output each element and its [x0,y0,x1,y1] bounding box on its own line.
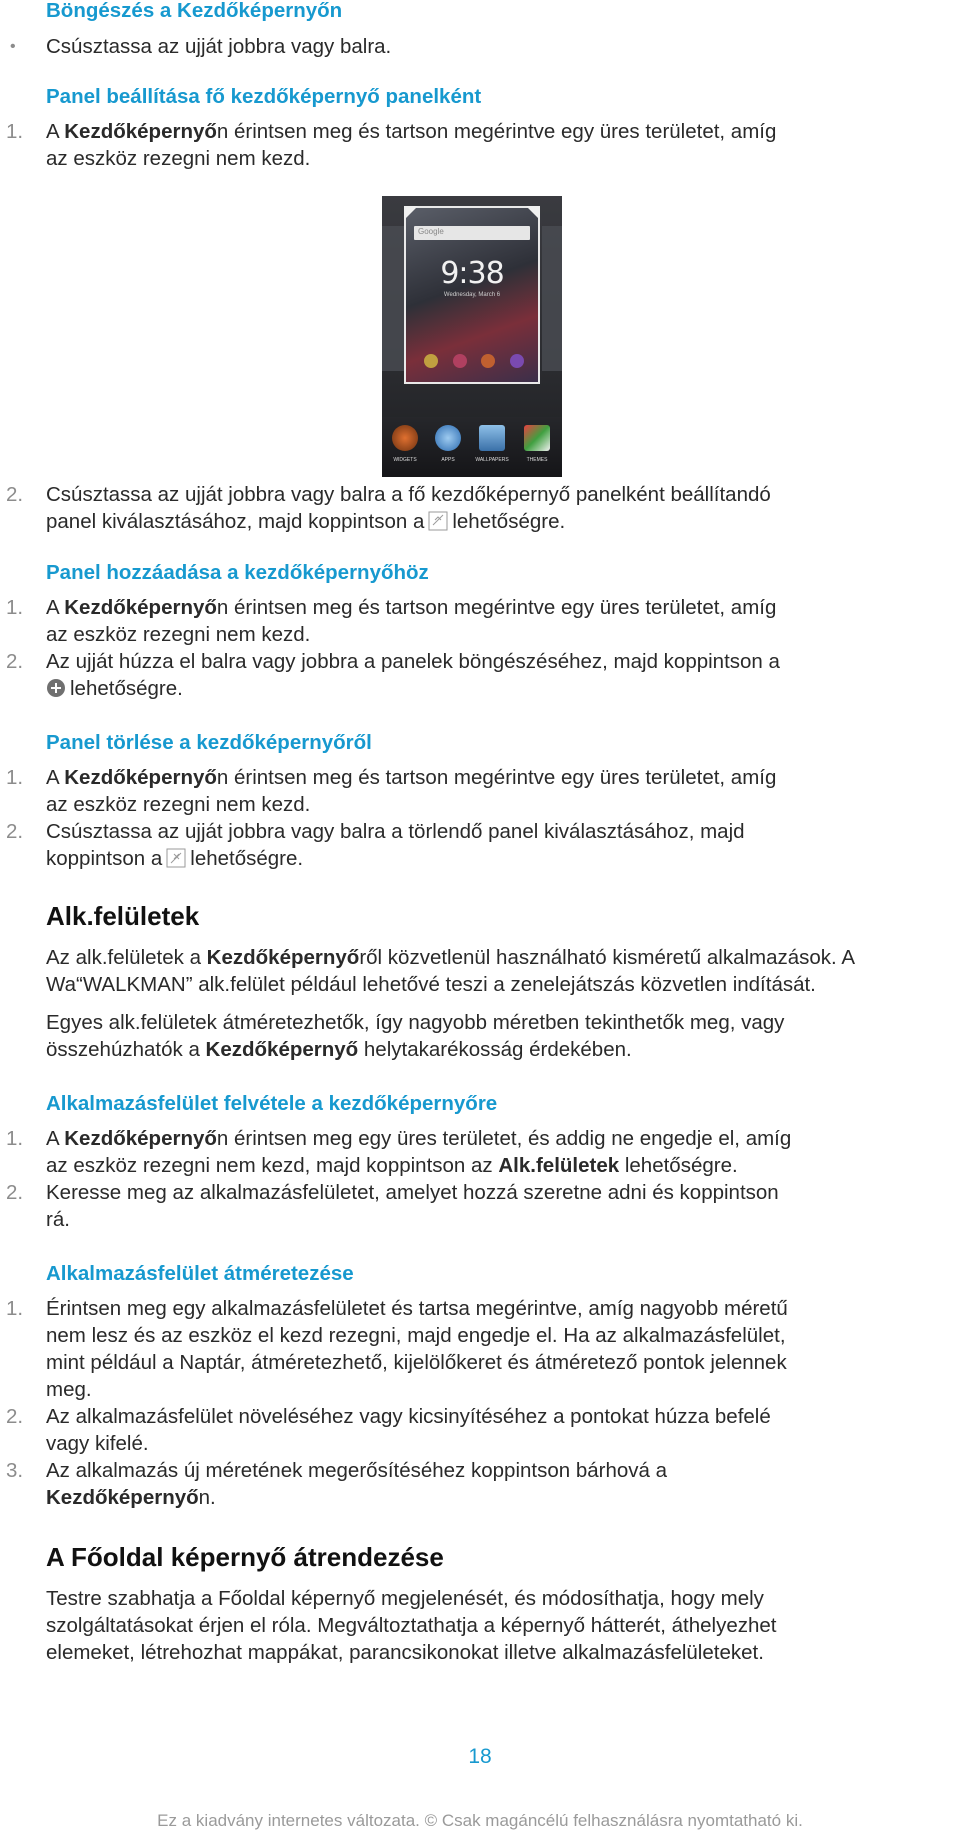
text: lehetőségre. [70,677,183,700]
text: n. [198,1486,216,1509]
wallpapers-icon [479,425,505,451]
apps-icon [435,425,461,451]
text: szolgáltatásokat érjen el róla. Megváltoztathatja a képernyő hátterét, áthelyezhet [46,1614,777,1637]
section-heading-add-widget: Alkalmazásfelület felvétele a kezdőképernyőre [46,1092,498,1115]
text: A [46,596,65,619]
themes-icon [524,425,550,451]
section-heading-add-panel: Panel hozzáadása a kezdőképernyőhöz [46,561,429,584]
app-icon [453,354,467,368]
step-number: 2. [6,1405,24,1428]
text: az eszköz rezegni nem kezd, majd koppintson az [46,1154,499,1177]
section-heading-browse: Böngészés a Kezdőképernyőn [46,0,343,22]
paragraph [46,944,946,998]
text: n érintsen meg és tartson megérintve egy üres területet, amíg [216,596,777,619]
step-number: 1. [6,120,24,143]
text: A [46,120,65,143]
bold-term: Kezdőképernyő [64,120,217,143]
left-panel-preview [382,226,404,371]
add-icon [46,678,66,698]
text: Wa“WALKMAN” alk.felület például lehetővé teszi a zenelejátszás közvetlen indítását. [46,973,816,996]
list-item-text: Csúsztassa az ujját jobbra vagy balra. [46,35,392,58]
text: összehúzhatók a [46,1038,206,1061]
text: lehetőségre. [619,1154,738,1177]
text: Az ujját húzza el balra vagy jobbra a panelek böngészéséhez, majd koppintson a [46,650,780,673]
clock-widget: 9:38 [440,256,504,291]
text: panel kiválasztásához, majd koppintson a [46,510,425,533]
text: A [46,1127,65,1150]
step-number: 1. [6,1127,24,1150]
bold-term: Kezdőképernyő [64,1127,217,1150]
step-number: 2. [6,820,24,843]
date-text: Wednesday, March 6 [443,292,501,298]
panel-preview [404,206,540,384]
homescreen-screenshot [382,196,562,477]
step-number: 3. [6,1459,24,1482]
text: Az alkalmazásfelület növeléséhez vagy kicsinyítéséhez a pontokat húzza befelé [46,1405,771,1428]
dock-label: WALLPAPERS [475,457,509,463]
section-heading-resize-widget: Alkalmazásfelület átméretezése [46,1262,354,1285]
set-home-icon [428,511,448,531]
app-icon [424,354,438,368]
dock-label: THEMES [526,457,548,463]
step-number: 1. [6,766,24,789]
dock-label: WIDGETS [393,457,417,463]
bullet: • [10,38,16,55]
app-icon [510,354,524,368]
bold-term: Alk.felületek [498,1154,620,1177]
text: Keresse meg az alkalmazásfelületet, amelyet hozzá szeretne adni és koppintson [46,1181,779,1204]
paragraph [46,1009,946,1063]
text: Csúsztassa az ujját jobbra vagy balra a fő kezdőképernyő panelként beállítandó [46,483,771,506]
text: Érintsen meg egy alkalmazásfelületet és tartsa megérintve, amíg nagyobb méretű [46,1297,788,1320]
paragraph [46,1585,946,1666]
text: Testre szabhatja a Főoldal képernyő megjelenését, és módosíthatja, hogy mely [46,1587,764,1610]
section-title-widgets: Alk.felületek [46,901,200,931]
text: rá. [46,1208,70,1231]
section-title-rearrange: A Főoldal képernyő átrendezése [46,1542,444,1572]
text: Az alk.felületek a [46,946,207,969]
text: n érintsen meg egy üres területet, és addig ne engedje el, amíg [216,1127,792,1150]
app-icon [481,354,495,368]
text: Csúsztassa az ujját jobbra vagy balra a törlendő panel kiválasztásához, majd [46,820,745,843]
text: ről közvetlenül használható kisméretű alkalmazások. A [359,946,855,969]
bold-term: Kezdőképernyő [64,766,217,789]
text: Egyes alk.felületek átméretezhetők, így nagyobb méretben tekinthetők meg, vagy [46,1011,785,1034]
dock-label: APPS [441,457,455,463]
step-number: 2. [6,650,24,673]
step-number: 1. [6,1297,24,1320]
app-icons [424,354,524,368]
bold-term: Kezdőképernyő [206,946,360,969]
widgets-icon [392,425,418,451]
text: vagy kifelé. [46,1432,149,1455]
text: elemeket, létrehozhat mappákat, parancsikonokat illetve alkalmazásfelületeket. [46,1641,764,1664]
step-number: 2. [6,483,24,506]
text: lehetőségre. [190,847,304,870]
text: az eszköz rezegni nem kezd. [46,147,311,170]
bold-term: Kezdőképernyő [205,1038,359,1061]
text: n érintsen meg és tartson megérintve egy üres területet, amíg [216,120,777,143]
text: koppintson a [46,847,163,870]
dock [382,417,562,477]
footer-note: Ez a kiadvány internetes változata. © Csak magáncélú felhasználásra nyomtatható ki. [157,1811,803,1830]
search-label: Google [418,227,444,236]
step-number: 1. [6,596,24,619]
text: Az alkalmazás új méretének megerősítéséhez koppintson bárhová a [46,1459,668,1482]
text: az eszköz rezegni nem kezd. [46,793,311,816]
text: az eszköz rezegni nem kezd. [46,623,311,646]
section-heading-delete-panel: Panel törlése a kezdőképernyőről [46,731,372,754]
bold-term: Kezdőképernyő [64,596,217,619]
text: n érintsen meg és tartson megérintve egy üres területet, amíg [216,766,777,789]
text: A [46,766,65,789]
step-number: 2. [6,1181,24,1204]
corner-icon [526,206,540,220]
bold-term: Kezdőképernyő [46,1486,199,1509]
right-panel-preview [542,226,562,371]
text: meg. [46,1378,92,1401]
text: mint például a Naptár, átméretezhető, kijelölőkeret és átméretező pontok jelennek [46,1351,787,1374]
corner-icon [404,206,418,220]
delete-panel-icon [166,848,186,868]
text: nem lesz és az eszköz el kezd rezegni, majd engedje el. Ha az alkalmazásfelület, [46,1324,786,1347]
text: helytakarékosság érdekében. [358,1038,632,1061]
text: lehetőségre. [452,510,566,533]
page-number: 18 [468,1745,492,1768]
section-heading-main-panel: Panel beállítása fő kezdőképernyő panelként [46,85,482,108]
search-bar [414,226,530,240]
